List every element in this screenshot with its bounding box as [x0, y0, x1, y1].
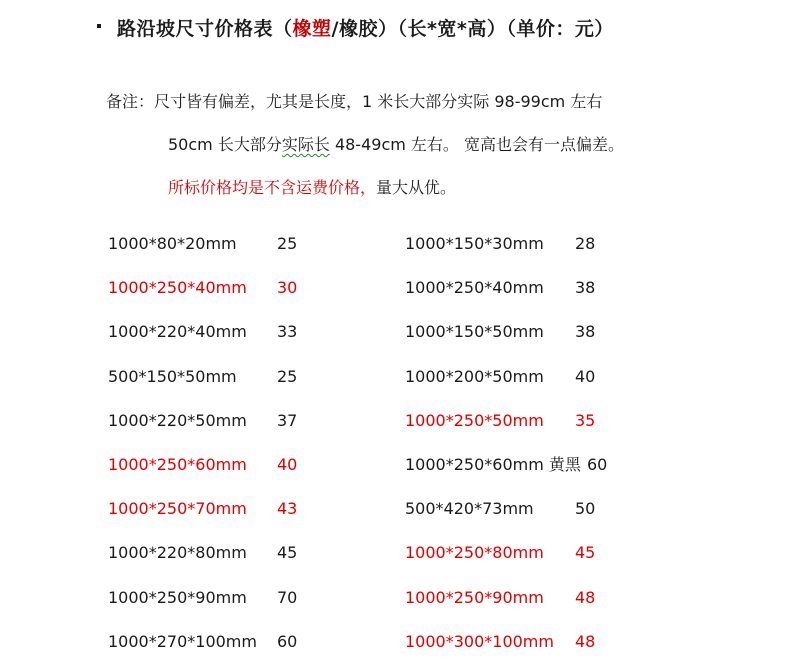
left-row-1-price: 25	[277, 234, 298, 253]
note-line-3-black: 量大从优。	[376, 178, 457, 197]
left-row-9-spec: 1000*250*90mm	[108, 588, 247, 607]
right-row-2-spec: 1000*250*40mm	[405, 278, 544, 297]
bullet-icon	[97, 24, 101, 28]
left-row-4-spec: 500*150*50mm	[108, 367, 237, 386]
left-row-2-spec: 1000*250*40mm	[108, 278, 247, 297]
right-row-10-price: 48	[575, 632, 596, 651]
left-row-9-price: 70	[277, 588, 298, 607]
left-row-6-spec: 1000*250*60mm	[108, 455, 247, 474]
right-row-6-price: 60	[587, 455, 608, 474]
right-row-1-spec: 1000*150*30mm	[405, 234, 544, 253]
left-row-6-price: 40	[277, 455, 298, 474]
right-row-5-price: 35	[575, 411, 596, 430]
note-line-2	[168, 135, 624, 155]
left-row-3-price: 33	[277, 322, 298, 341]
left-row-10-price: 60	[277, 632, 298, 651]
right-row-1-price: 28	[575, 234, 596, 253]
right-row-9-price: 48	[575, 588, 596, 607]
right-row-9-spec: 1000*250*90mm	[405, 588, 544, 607]
right-row-8-spec: 1000*250*80mm	[405, 543, 544, 562]
left-row-5-price: 37	[277, 411, 298, 430]
right-row-4-spec: 1000*200*50mm	[405, 367, 544, 386]
left-row-2-price: 30	[277, 278, 298, 297]
title-suffix: /橡胶）（长*宽*高）（单价：元）	[331, 18, 614, 40]
right-row-10-spec: 1000*300*100mm	[405, 632, 554, 651]
note-line-1: 备注：尺寸皆有偏差，尤其是长度，1 米长大部分实际 98-99cm 左右	[106, 92, 603, 111]
right-row-3-spec: 1000*150*50mm	[405, 322, 544, 341]
right-row-2-price: 38	[575, 278, 596, 297]
left-row-7-spec: 1000*250*70mm	[108, 499, 247, 518]
note-line-2-a: 50cm 长大部分	[168, 135, 282, 154]
right-row-8-price: 45	[575, 543, 596, 562]
note-line-3-red: 所标价格均是不含运费价格，	[168, 178, 377, 197]
left-row-7-price: 43	[277, 499, 298, 518]
left-row-3-spec: 1000*220*40mm	[108, 322, 247, 341]
left-row-5-spec: 1000*220*50mm	[108, 411, 247, 430]
right-row-7-price: 50	[575, 499, 596, 518]
left-row-10-spec: 1000*270*100mm	[108, 632, 257, 651]
note-line-2-wavy: 实际长	[281, 135, 330, 154]
right-row-3-price: 38	[575, 322, 596, 341]
left-row-8-spec: 1000*220*80mm	[108, 543, 247, 562]
page-title	[97, 14, 614, 41]
left-row-1-spec: 1000*80*20mm	[108, 234, 237, 253]
note-line-3	[168, 178, 456, 198]
left-row-8-price: 45	[277, 543, 298, 562]
right-row-7-spec: 500*420*73mm	[405, 499, 534, 518]
note-line-2-c: 48-49cm 左右。 宽高也会有一点偏差。	[329, 135, 624, 154]
title-prefix: 路沿坡尺寸价格表（	[117, 18, 293, 40]
right-row-6-spec: 1000*250*60mm 黄黑	[405, 455, 581, 474]
right-row-4-price: 40	[575, 367, 596, 386]
title-material: 橡塑	[292, 18, 332, 40]
right-row-5-spec: 1000*250*50mm	[405, 411, 544, 430]
left-row-4-price: 25	[277, 367, 298, 386]
